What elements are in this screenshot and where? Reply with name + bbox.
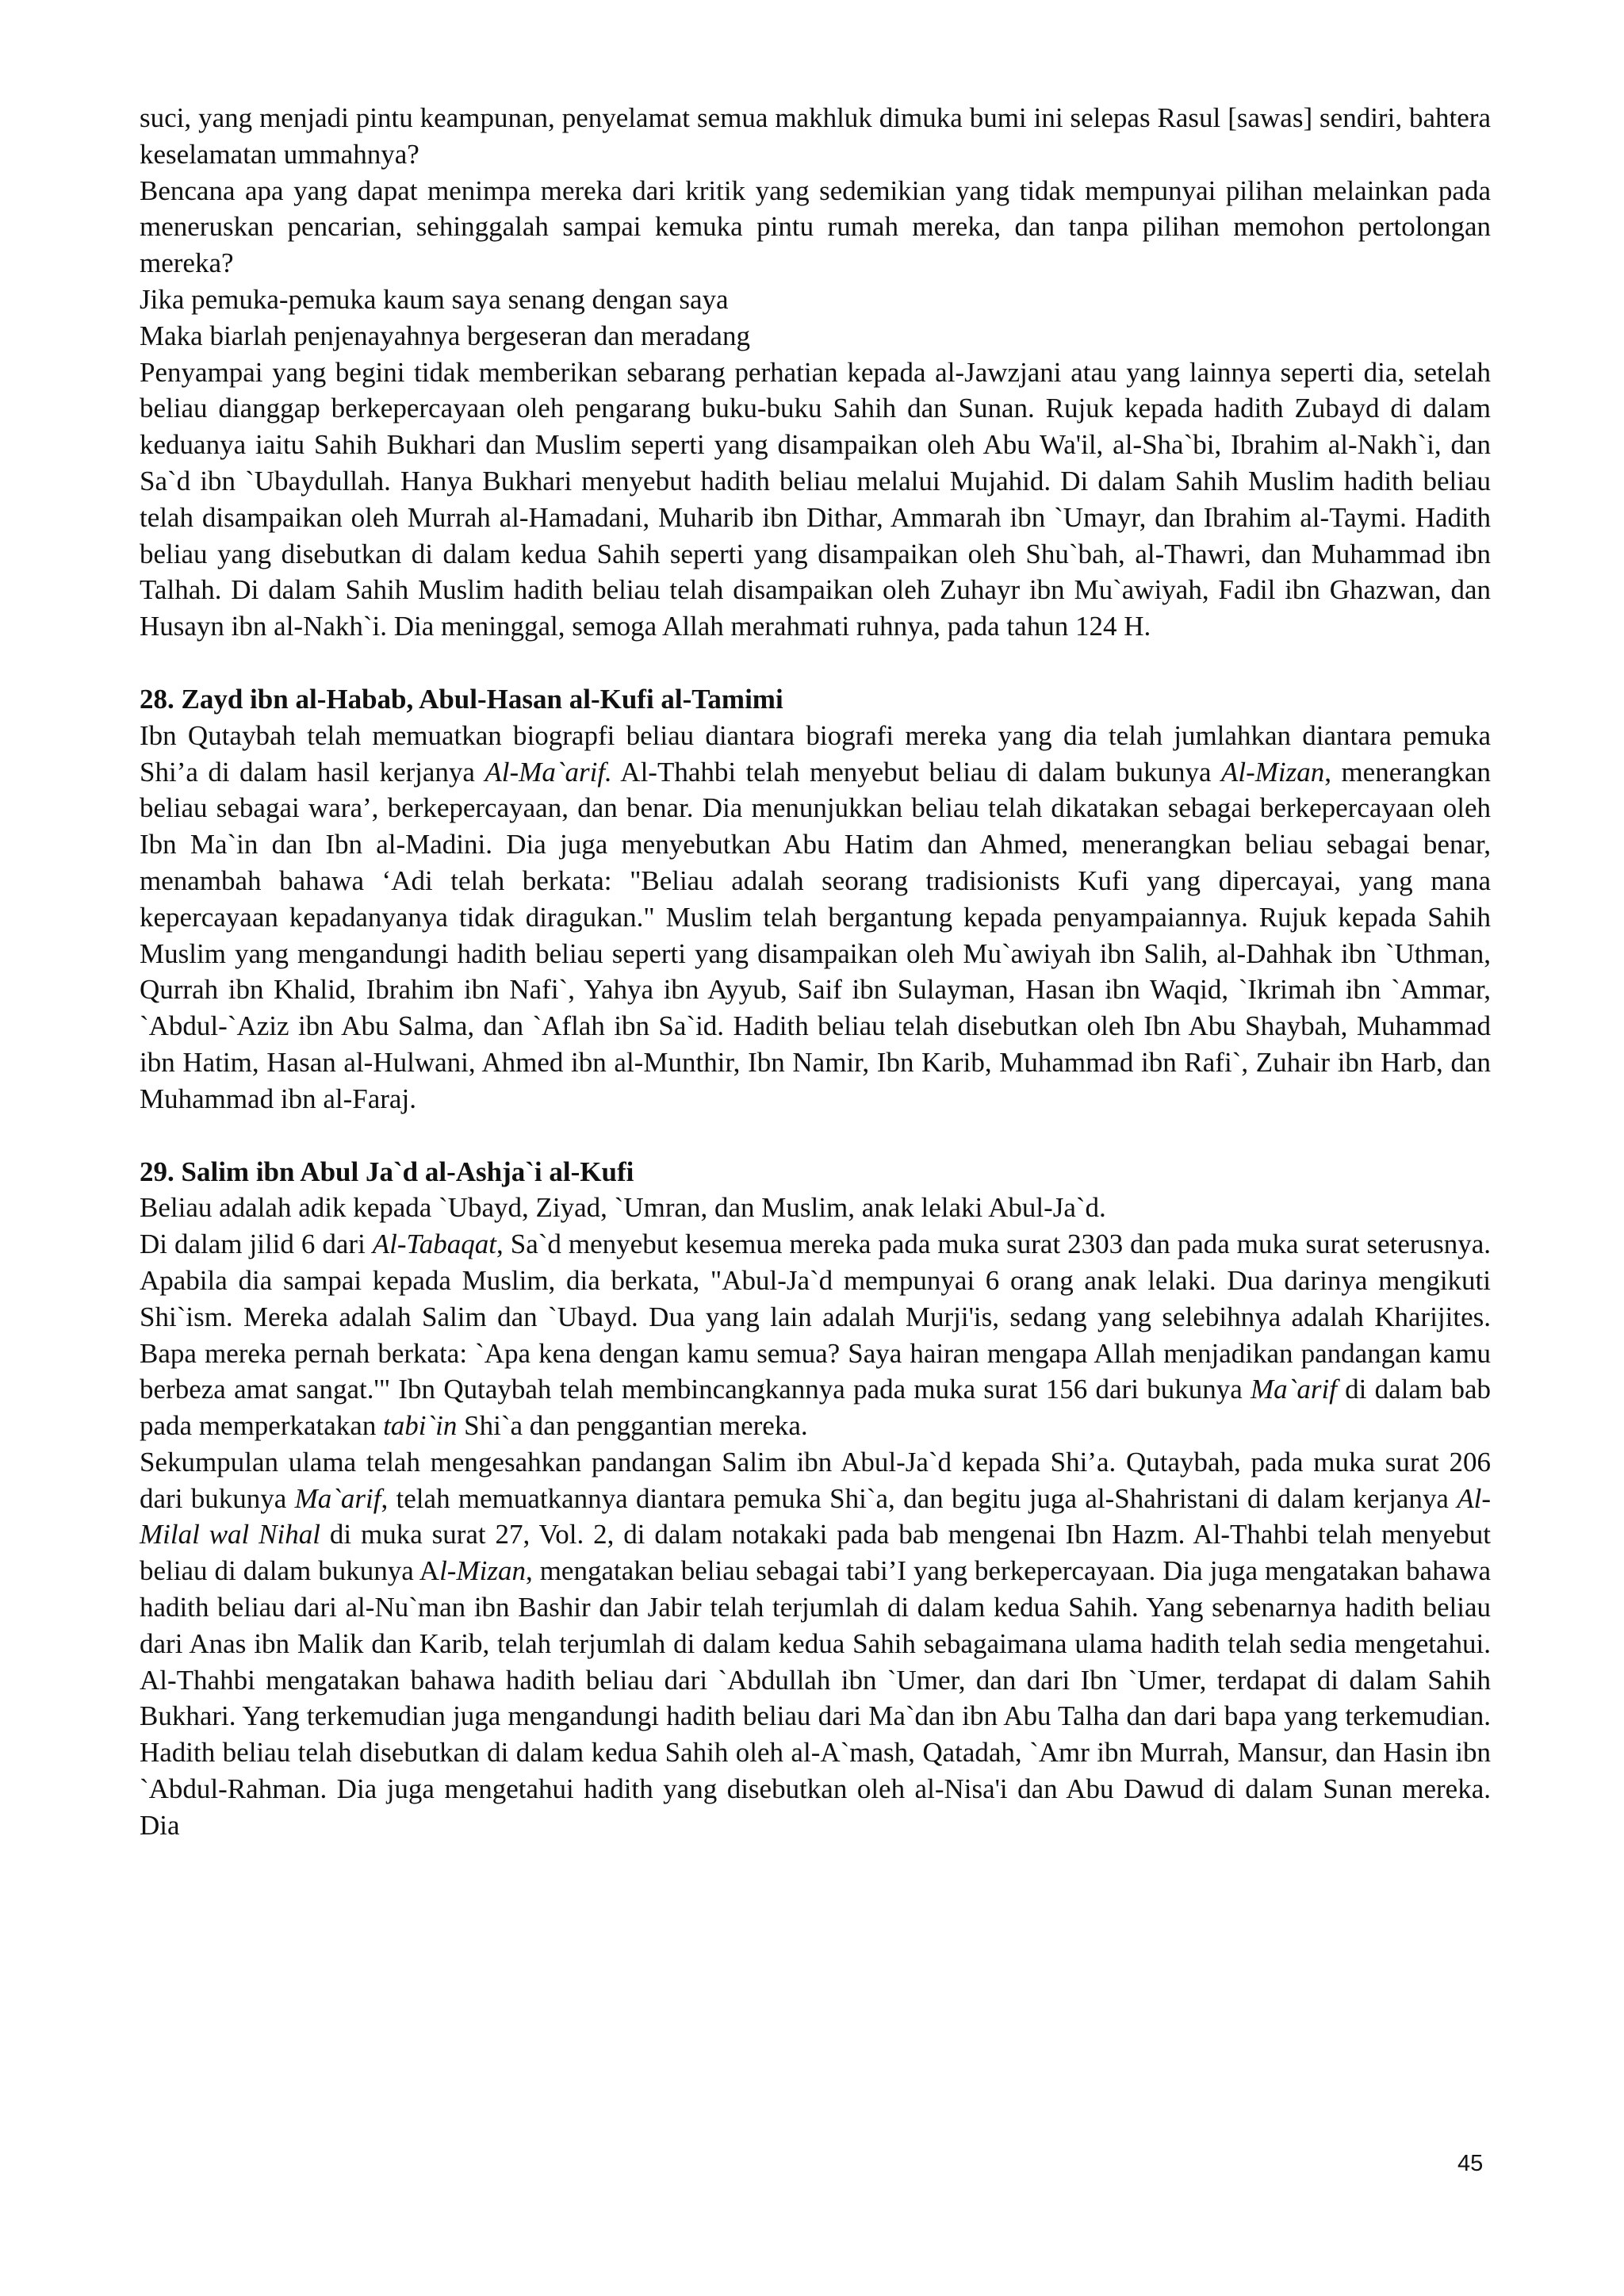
text-run: , mengatakan beliau sebagai tabi’I yang berkepercayaan. Dia juga mengatakan bahawa hadith beliau dari al-Nu`man ibn Bashir dan Jabir telah terjumlah di dalam kedua Sahih. Yang sebenarnya hadith beliau dari Anas ibn Malik dan Karib, telah terjumlah di dalam kedua Sahih sebagaimana ulama hadith telah sedia mengetahui. Al-Thahbi mengatakan bahawa hadith beliau dari `Abdullah ibn `Umer, dan dari Ibn `Umer, terdapat di dalam Sahih Bukhari. Yang terkemudian juga mengandungi hadith beliau dari Ma`dan ibn Abu Talha dan dari bapa yang terkemudian. Hadith beliau telah disebutkan di dalam kedua Sahih oleh al-A`mash, Qatadah, `Amr ibn Murrah, Mansur, dan Hasin ibn `Abdul-Rahman. Dia juga mengetahui hadith yang disebutkan oleh al-Nisa'i dan Abu Dawud di dalam Sunan mereka. Dia	[140, 1555, 1491, 1841]
paragraph-zayd-biography	[140, 718, 1491, 1117]
paragraph-zubayd-narrators: Penyampai yang begini tidak memberikan sebarang perhatian kepada al-Jawzjani atau yang lainnya seperti dia, setelah beliau dianggap berkepercayaan oleh pengarang buku-buku Sahih dan Sunan. Rujuk kepada hadith Zubayd di dalam keduanya iaitu Sahih Bukhari dan Muslim seperti yang disampaikan oleh Abu Wa'il, al-Sha`bi, Ibrahim al-Nakh`i, dan Sa`d ibn `Ubaydullah. Hanya Bukhari menyebut hadith beliau melalui Mujahid. Di dalam Sahih Muslim hadith beliau telah disampaikan oleh Murrah al-Hamadani, Muharib ibn Dithar, Ammarah ibn `Umayr, dan Ibrahim al-Taymi. Hadith beliau yang disebutkan di dalam kedua Sahih seperti yang disampaikan oleh Shu`bah, al-Thawri, dan Muhammad ibn Talhah. Di dalam Sahih Muslim hadith beliau telah disampaikan oleh Zuhayr ibn Mu`awiyah, Fadil ibn Ghazwan, dan Husayn ibn al-Nakh`i. Dia meninggal, semoga Allah merahmati ruhnya, pada tahun 124 H.	[140, 356, 1491, 642]
section-heading-29: 29. Salim ibn Abul Ja`d al-Ashja`i al-Kufi	[140, 1156, 634, 1187]
verse-line-1: Jika pemuka-pemuka kaum saya senang dengan saya	[140, 283, 729, 315]
page-number: 45	[1457, 2151, 1484, 2176]
paragraph-salim-scholars	[140, 1444, 1491, 1844]
text-run: , menerangkan beliau sebagai wara’, berkepercayaan, dan benar. Dia menunjukkan beliau telah dikatakan sebagai berkepercayaan oleh Ibn Ma`in dan Ibn al-Madini. Dia juga menyebutkan Abu Hatim dan Ahmed, menerangkan beliau sebagai benar, menambah bahawa ‘Adi telah berkata: "Beliau adalah seorang tradisionists Kufi yang dipercayai, yang mana kepercayaan kepadanyanya tidak diragukan." Muslim telah bergantung kepada penyampaiannya. Rujuk kepada Sahih Muslim yang mengandungi hadith beliau seperti yang disampaikan oleh Mu`awiyah ibn Salih, al-Dahhak ibn `Uthman, Qurrah ibn Khalid, Ibrahim ibn Nafi`, Yahya ibn Ayyub, Saif ibn Sulayman, Hasan ibn Waqid, `Ikrimah ibn `Ammar, `Abdul-`Aziz ibn Abu Salma, dan `Aflah ibn Sa`id. Hadith beliau telah disebutkan oleh Ibn Abu Shaybah, Muhammad ibn Hatim, Hasan al-Hulwani, Ahmed ibn al-Munthir, Ibn Namir, Ibn Karib, Muhammad ibn Rafi`, Zuhair ibn Harb, dan Muhammad ibn al-Faraj.	[140, 756, 1491, 1114]
text-run: , Sa`d menyebut kesemua mereka pada muka surat 2303 dan pada muka surat seterusnya. Apabila dia sampai kepada Muslim, dia berkata, "Abul-Ja`d mempunyai 6 orang anak lelaki. Dua darinya mengikuti Shi`ism. Mereka adalah Salim dan `Ubayd. Dua yang lain adalah Murji'is, sedang yang selebihnya adalah Kharijites. Bapa mereka pernah berkata: `Apa kena dengan kamu semua? Saya hairan mengapa Allah menjadikan pandangan kamu berbeza amat sangat.'" Ibn Qutaybah telah membincangkannya pada muka surat 156 dari bukunya	[140, 1228, 1491, 1405]
book-title-maarif-2: Ma`arif	[294, 1482, 381, 1514]
book-title-al-milal-wal-nihal: Al-Milal wal Nihal	[140, 1482, 1492, 1550]
section-heading-28: 28. Zayd ibn al-Habab, Abul-Hasan al-Kufi al-Tamimi	[140, 683, 783, 715]
paragraph-intro-continuation: suci, yang menjadi pintu keampunan, penyelamat semua makhluk dimuka bumi ini selepas Rasul [sawas] sendiri, bahtera keselamatan ummahnya?	[140, 102, 1491, 170]
paragraph-salim-siblings: Beliau adalah adik kepada `Ubayd, Ziyad, `Umran, dan Muslim, anak lelaki Abul-Ja`d.	[140, 1192, 1106, 1224]
text-run: di dalam bab pada memperkatakan	[140, 1374, 1491, 1442]
text-run: Sekumpulan ulama telah mengesahkan pandangan Salim ibn Abul-Ja`d kepada Shi’a. Qutaybah, pada muka surat 206 dari bukunya	[140, 1446, 1491, 1514]
paragraph-calamity: Bencana apa yang dapat menimpa mereka dari kritik yang sedemikian yang tidak mempunyai pilihan melainkan pada meneruskan pencarian, sehinggalah sampai kemuka pintu rumah mereka, dan tanpa pilihan memohon pertolongan mereka?	[140, 174, 1491, 279]
page-body	[140, 100, 1491, 1844]
book-title-maarif: Ma`arif	[1251, 1374, 1337, 1405]
book-title-al-tabaqat: Al-Tabaqat	[372, 1228, 497, 1260]
section-spacer	[140, 1117, 1491, 1154]
book-title-al-maarif: Al-Ma`arif.	[485, 756, 612, 788]
text-run: Ibn Qutaybah telah memuatkan biograpfi beliau diantara biografi mereka yang dia telah jumlahkan diantara pemuka Shi’a di dalam hasil kerjanya	[140, 719, 1491, 788]
term-tabiin: tabi`in	[383, 1410, 458, 1442]
text-run: di muka surat 27, Vol. 2, di dalam notakaki pada bab mengenai Ibn Hazm. Al-Thahbi telah menyebut beliau di dalam bukunya A	[140, 1519, 1491, 1587]
section-spacer	[140, 645, 1491, 681]
paragraph-salim-tabaqat	[140, 1226, 1491, 1444]
book-title-al-mizan: Al-Mizan	[1221, 756, 1325, 788]
text-run: Di dalam jilid 6 dari	[140, 1228, 373, 1260]
verse-line-2: Maka biarlah penjenayahnya bergeseran dan meradang	[140, 320, 750, 351]
text-run: Al-Thahbi telah menyebut beliau di dalam bukunya	[611, 756, 1221, 788]
book-title-al-mizan-2: l-Mizan	[439, 1555, 526, 1587]
text-run: , telah memuatkannya diantara pemuka Shi`a, dan begitu juga al-Shahristani di dalam kerjanya	[381, 1482, 1457, 1514]
text-run: Shi`a dan penggantian mereka.	[457, 1410, 808, 1442]
